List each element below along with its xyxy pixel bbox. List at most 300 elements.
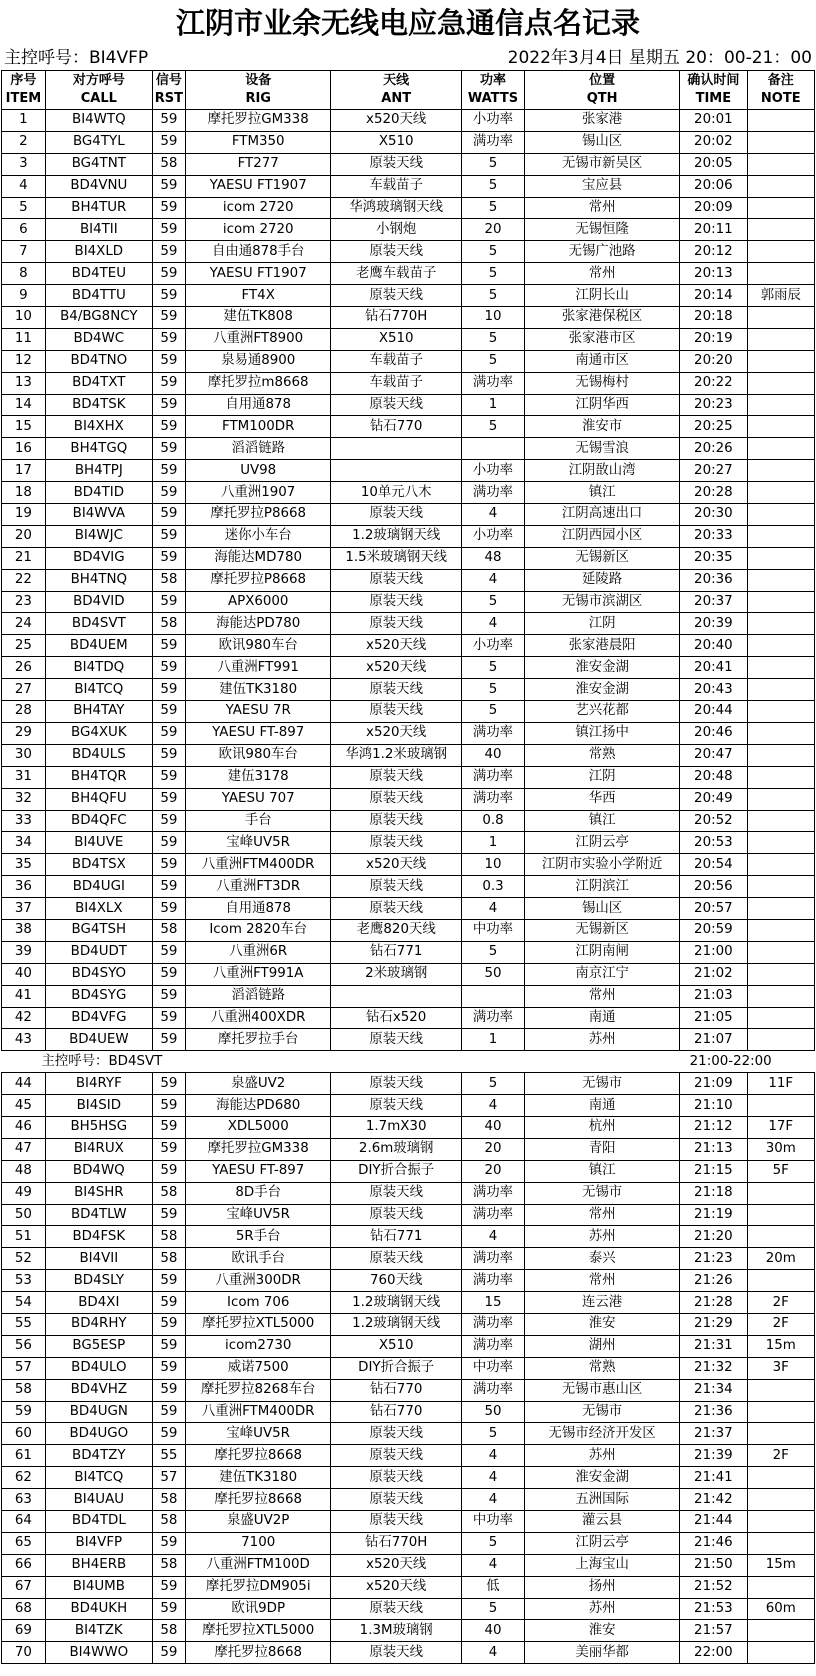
cell-rst: 58	[152, 1182, 185, 1204]
cell-qth: 常州	[525, 197, 680, 219]
cell-call: BH4TPJ	[45, 460, 152, 482]
cell-ant: 1.2玻璃钢天线	[331, 1313, 462, 1335]
cell-rig: 摩托罗拉P8668	[185, 569, 330, 591]
table-row	[2, 1204, 815, 1226]
table-row	[2, 1160, 815, 1182]
cell-rig: icom2730	[185, 1335, 330, 1357]
cell-note	[747, 679, 814, 701]
cell-qth: 南通市区	[525, 350, 680, 372]
cell-watts: 4	[461, 1445, 524, 1467]
cell-time: 21:18	[680, 1182, 747, 1204]
cell-call: BD4TID	[45, 482, 152, 504]
cell-note	[747, 197, 814, 219]
cell-item: 28	[2, 701, 46, 723]
cell-watts: 20	[461, 1138, 524, 1160]
cell-rig: 泉易通8900	[185, 350, 330, 372]
cell-ant: 钻石771	[331, 1226, 462, 1248]
cell-time: 21:10	[680, 1095, 747, 1117]
cell-qth: 江阴	[525, 766, 680, 788]
cell-call: BI4UVE	[45, 832, 152, 854]
cell-rig: YAESU FT-897	[185, 1160, 330, 1182]
cell-note	[747, 328, 814, 350]
cell-time: 21:37	[680, 1423, 747, 1445]
cell-watts: 5	[461, 153, 524, 175]
cell-item: 41	[2, 985, 46, 1007]
cell-rst: 59	[152, 1007, 185, 1029]
cell-item: 66	[2, 1554, 46, 1576]
cell-call: BI4TII	[45, 219, 152, 241]
cell-rig: 威诺7500	[185, 1357, 330, 1379]
cell-rst: 59	[152, 701, 185, 723]
cell-time: 21:34	[680, 1379, 747, 1401]
cell-watts: 4	[461, 569, 524, 591]
cell-time: 21:23	[680, 1248, 747, 1270]
cell-rst: 59	[152, 963, 185, 985]
table-row	[2, 569, 815, 591]
cell-note	[747, 394, 814, 416]
cell-call: BD4UEM	[45, 635, 152, 657]
cell-call: BI4WJC	[45, 525, 152, 547]
cell-call: BI4UAU	[45, 1489, 152, 1511]
cell-item: 38	[2, 919, 46, 941]
cell-ant: DIY折合振子	[331, 1160, 462, 1182]
cell-watts: 40	[461, 1116, 524, 1138]
cell-rig: 八重洲6R	[185, 941, 330, 963]
cell-rig: 建伍TK3180	[185, 1467, 330, 1489]
cell-ant: 车载苗子	[331, 350, 462, 372]
cell-ant: 钻石770	[331, 416, 462, 438]
cell-ant: 钻石770H	[331, 1532, 462, 1554]
cell-time: 21:50	[680, 1554, 747, 1576]
cell-note	[747, 1226, 814, 1248]
cell-qth: 江阴长山	[525, 285, 680, 307]
cell-ant: 钻石770H	[331, 307, 462, 329]
cell-time: 21:12	[680, 1116, 747, 1138]
cell-rig: 摩托罗拉m8668	[185, 372, 330, 394]
cell-time: 21:05	[680, 1007, 747, 1029]
cell-ant: x520天线	[331, 635, 462, 657]
cell-ant: 原装天线	[331, 679, 462, 701]
table-row	[2, 350, 815, 372]
cell-item: 56	[2, 1335, 46, 1357]
cell-rst: 59	[152, 263, 185, 285]
cell-qth: 无锡新区	[525, 919, 680, 941]
cell-item: 6	[2, 219, 46, 241]
cell-rst: 59	[152, 657, 185, 679]
cell-ant: DIY折合振子	[331, 1357, 462, 1379]
cell-item: 36	[2, 876, 46, 898]
cell-time: 20:53	[680, 832, 747, 854]
cell-rig: 八重洲FT991	[185, 657, 330, 679]
cell-watts: 5	[461, 285, 524, 307]
cell-call: BH4TNQ	[45, 569, 152, 591]
cell-item: 12	[2, 350, 46, 372]
cell-ant: 1.7mX30	[331, 1116, 462, 1138]
cell-watts: 满功率	[461, 1182, 524, 1204]
cell-ant: 原装天线	[331, 591, 462, 613]
cell-watts: 10	[461, 307, 524, 329]
table-header-row	[2, 71, 815, 110]
header-note-en: NOTE	[760, 91, 801, 106]
cell-rig: 海能达MD780	[185, 547, 330, 569]
table-row	[2, 1357, 815, 1379]
cell-time: 21:03	[680, 985, 747, 1007]
cell-time: 21:52	[680, 1576, 747, 1598]
table-row	[2, 285, 815, 307]
table-row	[2, 1116, 815, 1138]
cell-ant: x520天线	[331, 854, 462, 876]
cell-ant: X510	[331, 131, 462, 153]
cell-call: BD4UGO	[45, 1423, 152, 1445]
cell-time: 21:26	[680, 1270, 747, 1292]
cell-watts: 50	[461, 963, 524, 985]
cell-time: 21:20	[680, 1226, 747, 1248]
cell-note	[747, 1532, 814, 1554]
cell-time: 20:41	[680, 657, 747, 679]
cell-call: BD4TLW	[45, 1204, 152, 1226]
cell-call: BI4SHR	[45, 1182, 152, 1204]
cell-note	[747, 1204, 814, 1226]
cell-time: 20:30	[680, 504, 747, 526]
cell-watts: 5	[461, 1073, 524, 1095]
cell-call: BD4WQ	[45, 1160, 152, 1182]
table-row	[2, 613, 815, 635]
header-rig-en: RIG	[245, 91, 271, 106]
cell-time: 20:20	[680, 350, 747, 372]
cell-note: 20m	[747, 1248, 814, 1270]
table-row	[2, 482, 815, 504]
cell-rst: 59	[152, 1029, 185, 1051]
cell-watts: 5	[461, 350, 524, 372]
cell-note	[747, 307, 814, 329]
cell-qth: 江阴滨江	[525, 876, 680, 898]
cell-call: BI4WWO	[45, 1642, 152, 1664]
second-session-row	[2, 1051, 815, 1073]
cell-note: 15m	[747, 1554, 814, 1576]
cell-item: 39	[2, 941, 46, 963]
cell-ant: 原装天线	[331, 569, 462, 591]
table-row	[2, 416, 815, 438]
cell-item: 15	[2, 416, 46, 438]
table-row	[2, 919, 815, 941]
cell-watts: 低	[461, 1576, 524, 1598]
cell-qth: 江阴南闸	[525, 941, 680, 963]
cell-rst: 59	[152, 1532, 185, 1554]
cell-item: 27	[2, 679, 46, 701]
cell-item: 43	[2, 1029, 46, 1051]
cell-watts: 40	[461, 1620, 524, 1642]
cell-qth: 江阴敔山湾	[525, 460, 680, 482]
cell-time: 21:42	[680, 1489, 747, 1511]
cell-call: BH4TAY	[45, 701, 152, 723]
cell-call: BI4RUX	[45, 1138, 152, 1160]
cell-note	[747, 941, 814, 963]
cell-call: BH4TUR	[45, 197, 152, 219]
cell-qth: 无锡市	[525, 1401, 680, 1423]
table-row	[2, 1073, 815, 1095]
cell-watts	[461, 985, 524, 1007]
cell-time: 20:46	[680, 722, 747, 744]
header-note	[747, 71, 814, 110]
cell-qth: 南京江宁	[525, 963, 680, 985]
cell-call: BD4VHZ	[45, 1379, 152, 1401]
header-ant-en: ANT	[381, 91, 412, 106]
cell-ant: 小钢炮	[331, 219, 462, 241]
cell-rig: 摩托罗拉DM905i	[185, 1576, 330, 1598]
cell-call: BG4TYL	[45, 131, 152, 153]
cell-rig: YAESU FT1907	[185, 263, 330, 285]
cell-call: BD4TZY	[45, 1445, 152, 1467]
cell-item: 31	[2, 766, 46, 788]
cell-watts: 5	[461, 657, 524, 679]
cell-item: 23	[2, 591, 46, 613]
cell-watts: 4	[461, 1226, 524, 1248]
cell-time: 21:00	[680, 941, 747, 963]
cell-ant: 760天线	[331, 1270, 462, 1292]
cell-rig: 泉盛UV2P	[185, 1511, 330, 1533]
cell-item: 58	[2, 1379, 46, 1401]
cell-rst: 59	[152, 679, 185, 701]
cell-rst: 58	[152, 569, 185, 591]
cell-qth: 张家港	[525, 110, 680, 132]
cell-watts: 0.8	[461, 810, 524, 832]
cell-rst: 59	[152, 1095, 185, 1117]
cell-rig: 宝峰UV5R	[185, 832, 330, 854]
cell-note	[747, 1489, 814, 1511]
cell-qth: 江阴云亭	[525, 1532, 680, 1554]
cell-rst: 59	[152, 1423, 185, 1445]
cell-rig: YAESU FT1907	[185, 175, 330, 197]
cell-rst: 59	[152, 504, 185, 526]
cell-rig: 建伍TK808	[185, 307, 330, 329]
cell-ant: 原装天线	[331, 898, 462, 920]
table-row	[2, 372, 815, 394]
cell-call: BI4XLX	[45, 898, 152, 920]
header-watts-cn: 功率	[479, 73, 506, 88]
cell-ant: x520天线	[331, 1576, 462, 1598]
table-row	[2, 1620, 815, 1642]
table-row	[2, 1401, 815, 1423]
table-row	[2, 263, 815, 285]
cell-time: 20:49	[680, 788, 747, 810]
cell-qth: 淮安金湖	[525, 1467, 680, 1489]
cell-qth: 镇江扬中	[525, 722, 680, 744]
cell-call: BD4TDL	[45, 1511, 152, 1533]
cell-rig: 自用通878	[185, 898, 330, 920]
cell-item: 53	[2, 1270, 46, 1292]
cell-call: BI4VII	[45, 1248, 152, 1270]
cell-note	[747, 722, 814, 744]
cell-rig: 八重洲FT8900	[185, 328, 330, 350]
table-row	[2, 1182, 815, 1204]
cell-ant: 原装天线	[331, 701, 462, 723]
cell-qth: 江阴高速出口	[525, 504, 680, 526]
cell-note	[747, 504, 814, 526]
table-row	[2, 153, 815, 175]
cell-rig: 摩托罗拉GM338	[185, 110, 330, 132]
table-row	[2, 1489, 815, 1511]
cell-rig: UV98	[185, 460, 330, 482]
cell-watts: 满功率	[461, 1379, 524, 1401]
cell-rig: 八重洲FT991A	[185, 963, 330, 985]
cell-rst: 58	[152, 1511, 185, 1533]
header-item-en: ITEM	[5, 91, 42, 106]
cell-rst: 59	[152, 1160, 185, 1182]
second-session-time: 21:00-22:00	[680, 1051, 815, 1073]
cell-ant: x520天线	[331, 657, 462, 679]
cell-qth: 无锡新区	[525, 547, 680, 569]
cell-rst: 59	[152, 1116, 185, 1138]
cell-call: BI4TDQ	[45, 657, 152, 679]
table-row	[2, 1554, 815, 1576]
cell-call: BH4ERB	[45, 1554, 152, 1576]
cell-call: BD4TXT	[45, 372, 152, 394]
cell-note	[747, 919, 814, 941]
table-row	[2, 1248, 815, 1270]
cell-note	[747, 744, 814, 766]
cell-rig: 八重洲400XDR	[185, 1007, 330, 1029]
cell-rst: 59	[152, 110, 185, 132]
cell-item: 32	[2, 788, 46, 810]
cell-rst: 57	[152, 1467, 185, 1489]
cell-qth: 常州	[525, 1270, 680, 1292]
cell-ant: 原装天线	[331, 285, 462, 307]
header-qth-cn: 位置	[589, 73, 616, 88]
cell-rst: 59	[152, 525, 185, 547]
cell-rst: 59	[152, 854, 185, 876]
cell-qth: 无锡市	[525, 1073, 680, 1095]
cell-call: BD4FSK	[45, 1226, 152, 1248]
cell-watts: 20	[461, 219, 524, 241]
cell-item: 59	[2, 1401, 46, 1423]
cell-time: 20:43	[680, 679, 747, 701]
cell-time: 20:44	[680, 701, 747, 723]
cell-rig: 海能达PD780	[185, 613, 330, 635]
cell-rst: 59	[152, 460, 185, 482]
cell-qth: 江阴云亭	[525, 832, 680, 854]
cell-rig: 八重洲FT3DR	[185, 876, 330, 898]
cell-time: 21:13	[680, 1138, 747, 1160]
cell-rig: 滔滔链路	[185, 438, 330, 460]
cell-note	[747, 482, 814, 504]
table-row	[2, 547, 815, 569]
cell-qth: 镇江	[525, 1160, 680, 1182]
cell-call: BH4QFU	[45, 788, 152, 810]
cell-rst: 59	[152, 1270, 185, 1292]
cell-ant: 原装天线	[331, 1423, 462, 1445]
cell-rst: 59	[152, 1292, 185, 1314]
table-row	[2, 328, 815, 350]
cell-call: BD4SYG	[45, 985, 152, 1007]
table-row	[2, 1445, 815, 1467]
cell-watts: 5	[461, 941, 524, 963]
cell-time: 20:57	[680, 898, 747, 920]
cell-note	[747, 1270, 814, 1292]
table-row	[2, 832, 815, 854]
cell-time: 20:48	[680, 766, 747, 788]
table-row	[2, 1511, 815, 1533]
cell-watts: 满功率	[461, 1007, 524, 1029]
cell-call: BG4TSH	[45, 919, 152, 941]
cell-call: BI4TZK	[45, 1620, 152, 1642]
cell-item: 2	[2, 131, 46, 153]
cell-rig: Icom 2820车台	[185, 919, 330, 941]
cell-item: 17	[2, 460, 46, 482]
cell-note	[747, 985, 814, 1007]
cell-rig: 5R手台	[185, 1226, 330, 1248]
cell-qth: 常熟	[525, 1357, 680, 1379]
header-rst-cn: 信号	[155, 73, 182, 88]
cell-item: 22	[2, 569, 46, 591]
cell-item: 35	[2, 854, 46, 876]
cell-qth: 华西	[525, 788, 680, 810]
cell-note	[747, 876, 814, 898]
cell-item: 9	[2, 285, 46, 307]
cell-item: 29	[2, 722, 46, 744]
cell-ant: x520天线	[331, 110, 462, 132]
cell-time: 21:28	[680, 1292, 747, 1314]
cell-time: 20:25	[680, 416, 747, 438]
cell-rst: 59	[152, 131, 185, 153]
cell-rig: FT277	[185, 153, 330, 175]
cell-note	[747, 898, 814, 920]
cell-watts: 1	[461, 394, 524, 416]
table-row	[2, 766, 815, 788]
cell-rst: 59	[152, 1335, 185, 1357]
header-time	[680, 71, 747, 110]
cell-ant: X510	[331, 1335, 462, 1357]
cell-rig: 八重洲FTM100D	[185, 1554, 330, 1576]
cell-watts: 4	[461, 1554, 524, 1576]
cell-rst: 59	[152, 766, 185, 788]
cell-item: 10	[2, 307, 46, 329]
cell-rst: 58	[152, 1620, 185, 1642]
cell-watts: 5	[461, 679, 524, 701]
cell-qth: 无锡市经济开发区	[525, 1423, 680, 1445]
cell-ant: 原装天线	[331, 241, 462, 263]
cell-item: 19	[2, 504, 46, 526]
cell-ant: 原装天线	[331, 504, 462, 526]
cell-rst: 59	[152, 328, 185, 350]
cell-rig: 欧讯980车台	[185, 744, 330, 766]
cell-qth: 张家港市区	[525, 328, 680, 350]
cell-time: 20:52	[680, 810, 747, 832]
cell-rst: 59	[152, 175, 185, 197]
cell-time: 20:28	[680, 482, 747, 504]
header-ant-cn: 天线	[383, 73, 410, 88]
cell-time: 20:13	[680, 263, 747, 285]
cell-rig: 八重洲300DR	[185, 1270, 330, 1292]
cell-time: 20:18	[680, 307, 747, 329]
cell-rig: YAESU FT-897	[185, 722, 330, 744]
cell-rig: 宝峰UV5R	[185, 1204, 330, 1226]
header-rst-en: RST	[154, 91, 184, 106]
cell-watts: 满功率	[461, 722, 524, 744]
table-row	[2, 1270, 815, 1292]
cell-item: 61	[2, 1445, 46, 1467]
cell-rig: 摩托罗拉8268车台	[185, 1379, 330, 1401]
cell-item: 55	[2, 1313, 46, 1335]
cell-call: BD4UGN	[45, 1401, 152, 1423]
cell-time: 20:14	[680, 285, 747, 307]
cell-item: 46	[2, 1116, 46, 1138]
cell-rst: 59	[152, 438, 185, 460]
cell-call: BD4VNU	[45, 175, 152, 197]
table-row	[2, 197, 815, 219]
cell-rig: 八重洲1907	[185, 482, 330, 504]
cell-qth: 江阴	[525, 613, 680, 635]
cell-rig: APX6000	[185, 591, 330, 613]
